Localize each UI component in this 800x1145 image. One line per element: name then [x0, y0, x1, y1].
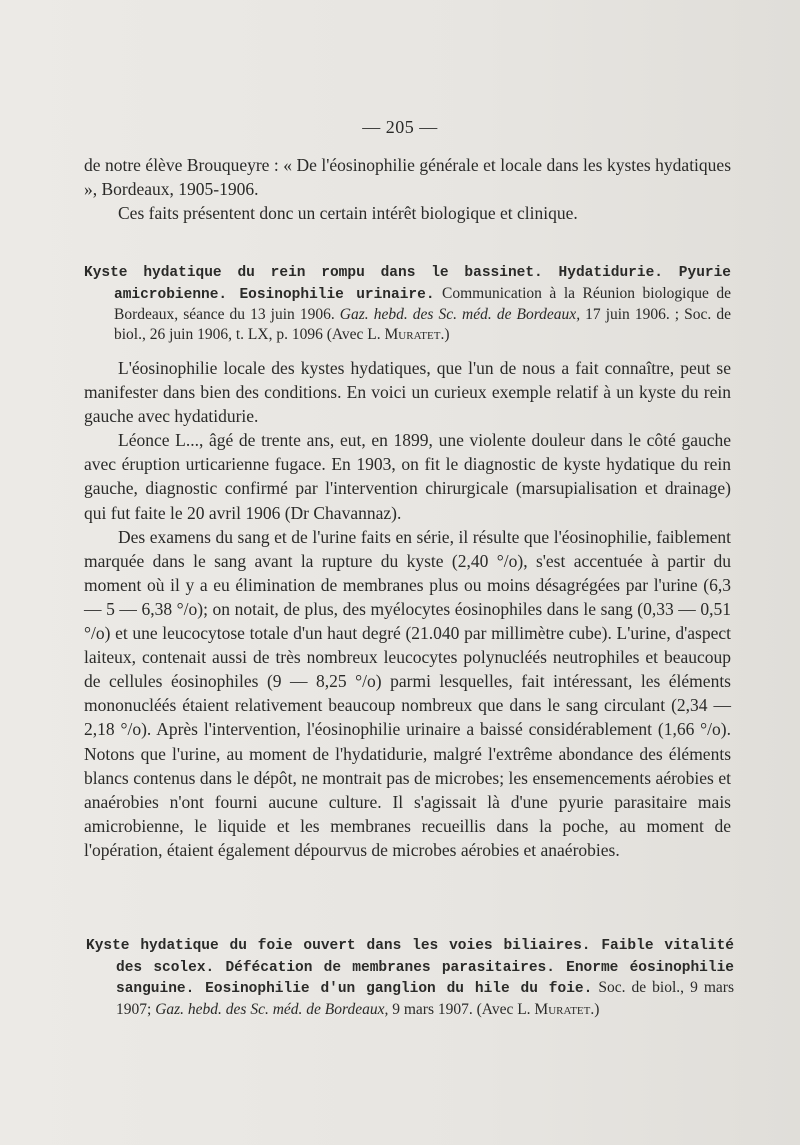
page-number: — 205 —: [362, 117, 438, 137]
reference-1-text-b: 17 juin 1906. ; Soc. de biol., 26 juin 1906, t. LX, p. 1096 (Avec L.: [114, 306, 731, 343]
body-paragraph-3: Des examens du sang et de l'urine faits en série, il résulte que l'éosinophilie, faiblement marquée dans le sang avant la rupture du kyste (2,40 °/o), s'est accentuée à partir du moment où il y a eu élimination de membranes plus ou moins désagrégées par l'urine (6,3 — 5 — 6,38 °/o); on notait, de plus, des myélocytes éosinophiles dans le sang (0,33 — 0,51 °/o) et une leucocytose totale d'un haut degré (21.040 par millimètre cube). L'urine, d'aspect laiteux, contenait aussi de très nombreux leucocytes polynucléés neutrophiles et beaucoup de cellules éosinophiles (9 — 8,25 °/o) parmi lesquelles, fait intéressant, les éléments mononucléés étaient relativement beaucoup nombreux que dans le sang circulant (2,34 — 2,18 °/o). Après l'intervention, l'éosinophilie urinaire a baissé considérablement (1,66 °/o). Notons que l'urine, au moment de l'hydatidurie, malgré l'extrême abondance des éléments blancs contenus dans le dépôt, ne montrait pas de microbes; les ensemencements aérobies et anaérobies n'ont fourni aucune culture. Il s'agissait là d'une pyurie parasitaire mais amicrobienne, le liquide et les membranes recueillis dans la poche, au moment de l'opération, étaient également dépourvus de microbes aérobies et anaérobies.: [84, 526, 731, 860]
reference-2-journal: Gaz. hebd. des Sc. méd. de Bordeaux,: [155, 1000, 389, 1018]
body-paragraph-2: Léonce L..., âgé de trente ans, eut, en 1899, une violente douleur dans le côté gauche avec éruption urticarienne fugace. En 1903, on fit le diagnostic de kyste hydatique du rein gauche, diagnostic confirmé par l'intervention chirurgicale (marsupialisation et drainage) qui fut faite le 20 avril 1906 (Dr Chavannaz).: [84, 430, 731, 523]
case-report-body: [84, 356, 731, 862]
reference-1-text-a: Communication à la Réunion biologique de Bordeaux, séance du 13 juin 1906.: [114, 284, 731, 323]
reference-1-text-c: .): [440, 325, 450, 343]
reference-entry-2: [86, 935, 734, 1019]
reference-2-text-a: Soc. de biol., 9 mars 1907;: [116, 979, 734, 1018]
body-paragraph-1: L'éosinophilie locale des kystes hydatiques, que l'un de nous a fait connaître, peut se manifester dans bien des conditions. En voici un curieux exemple relatif à un kyste du rein gauche avec hydatidurie.: [84, 358, 731, 427]
reference-2-text-b: 9 mars 1907. (Avec L.: [388, 1000, 535, 1018]
intro-paragraphs: [84, 153, 731, 225]
intro-continuation: de notre élève Brouqueyre : « De l'éosinophilie générale et locale dans les kystes hydatiques », Bordeaux, 1905-1906.: [84, 155, 731, 199]
reference-2-author: Muratet: [534, 1000, 591, 1018]
reference-1-journal: Gaz. hebd. des Sc. méd. de Bordeaux,: [339, 306, 581, 323]
reference-2-text-c: .): [590, 1000, 600, 1018]
reference-entry-1: [84, 262, 731, 344]
intro-conclusion: Ces faits présentent donc un certain intérêt biologique et clinique.: [118, 203, 578, 223]
reference-2-title: Kyste hydatique du foie ouvert dans les voies biliaires. Faible vitalité des scolex. Défécation de membranes parasitaires. Enorme éosinophilie sanguine. Eosinophilie d'un ganglion du hile du foie.: [86, 938, 734, 997]
reference-1-title: Kyste hydatique du rein rompu dans le bassinet. Hydatidurie. Pyurie amicrobienne. Eosinophilie urinaire.: [84, 265, 731, 303]
reference-2-text: [86, 935, 734, 1019]
reference-1-author: Muratet: [384, 325, 441, 343]
reference-1-text: [84, 262, 731, 344]
